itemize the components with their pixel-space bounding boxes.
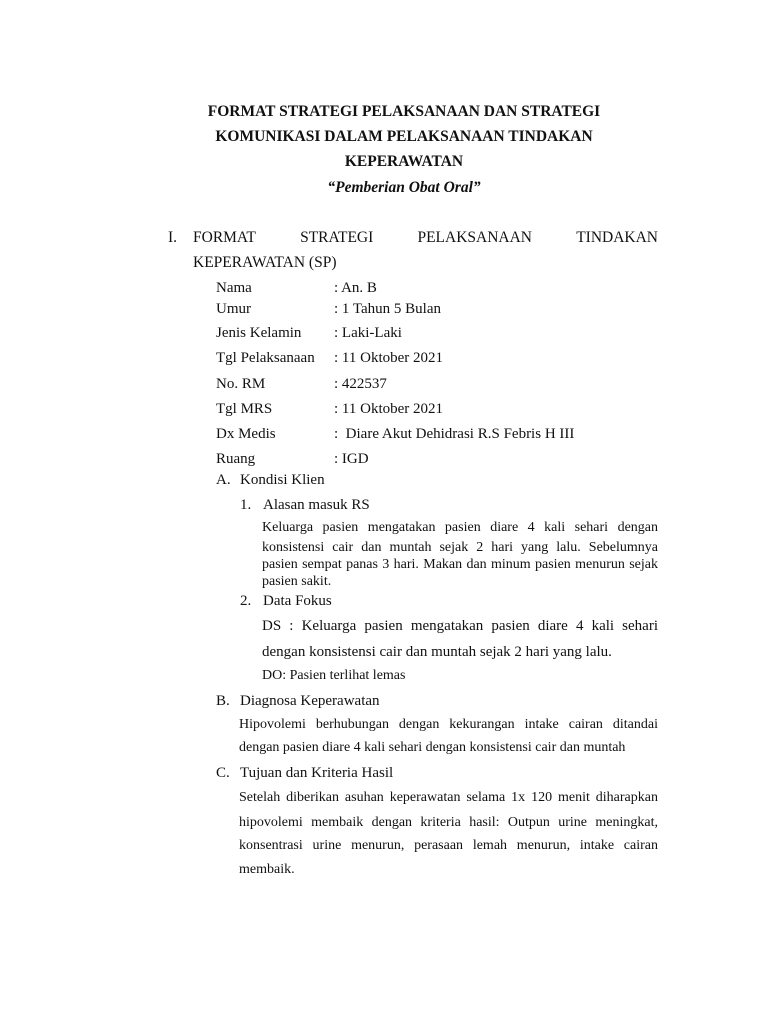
identity-value: : An. B: [334, 280, 377, 296]
tujuan-line-2: hipovolemi membaik dengan kriteria hasil: Outpun urine meningkat,: [239, 815, 658, 830]
identity-label: Tgl MRS: [216, 401, 273, 417]
identity-label: Ruang: [216, 451, 256, 467]
identity-label: Dx Medis: [216, 426, 276, 442]
identity-value: : 11 Oktober 2021: [334, 350, 444, 366]
identity-row-umur: [216, 301, 441, 318]
identity-row-dx-medis: [216, 426, 574, 443]
data-fokus-do-line: DO: Pasien terlihat lemas: [262, 668, 406, 683]
identity-value: : Diare Akut Dehidrasi R.S Febris H III: [334, 426, 575, 442]
section-1-word-4: TINDAKAN: [576, 229, 658, 246]
identity-row-no-rm: [216, 376, 387, 393]
section-1-heading-line-1: [193, 229, 658, 247]
identity-row-ruang: [216, 451, 369, 468]
item-1-line-4: pasien sakit.: [262, 574, 332, 589]
diagnosa-line-2: dengan pasien diare 4 kali sehari dengan konsistensi cair dan muntah: [239, 740, 626, 755]
item-2-heading: Data Fokus: [263, 593, 332, 609]
data-fokus-ds-line-2: dengan konsistensi cair dan muntah sejak 2 hari yang lalu.: [262, 644, 612, 660]
item-1-number: 1.: [240, 497, 252, 513]
identity-value: : IGD: [334, 451, 369, 467]
identity-row-tgl-pelaksanaan: [216, 350, 443, 367]
doc-title-line-1: FORMAT STRATEGI PELAKSANAAN DAN STRATEGI: [207, 103, 601, 120]
identity-value: : Laki-Laki: [334, 325, 402, 341]
doc-title-line-2: KOMUNIKASI DALAM PELAKSANAAN TINDAKAN: [215, 128, 593, 145]
section-1-number: I.: [168, 229, 178, 246]
section-c-heading: Tujuan dan Kriteria Hasil: [240, 765, 394, 781]
data-fokus-ds-line-1: DS : Keluarga pasien mengatakan pasien diare 4 kali sehari: [262, 618, 658, 634]
doc-subtitle: “Pemberian Obat Oral”: [327, 179, 481, 196]
identity-row-nama: [216, 280, 377, 297]
section-a-letter: A.: [216, 472, 231, 488]
section-b-heading: Diagnosa Keperawatan: [240, 693, 380, 709]
identity-label: Umur: [216, 301, 251, 317]
identity-value: : 11 Oktober 2021: [334, 401, 444, 417]
section-c-letter: C.: [216, 765, 230, 781]
identity-label: No. RM: [216, 376, 266, 392]
identity-label: Tgl Pelaksanaan: [216, 350, 315, 366]
section-b-letter: B.: [216, 693, 230, 709]
section-1-word-1: FORMAT: [193, 229, 256, 246]
identity-row-jenis-kelamin: [216, 325, 402, 342]
item-1-line-1: Keluarga pasien mengatakan pasien diare 4 kali sehari dengan: [262, 520, 658, 535]
identity-label: Nama: [216, 280, 252, 296]
identity-value: : 422537: [334, 376, 387, 392]
diagnosa-line-1: Hipovolemi berhubungan dengan kekurangan intake cairan ditandai: [239, 717, 658, 732]
identity-row-tgl-mrs: [216, 401, 443, 418]
tujuan-line-3: konsentrasi urine menurun, perasaan lemah menurun, intake cairan: [239, 838, 658, 853]
identity-label: Jenis Kelamin: [216, 325, 302, 341]
tujuan-line-4: membaik.: [239, 862, 295, 877]
item-1-line-2: konsistensi cair dan muntah sejak 2 hari yang lalu. Sebelumnya: [262, 540, 658, 555]
section-a-heading: Kondisi Klien: [240, 472, 325, 488]
item-1-line-3: pasien sempat panas 3 hari. Makan dan minum pasien menurun sejak: [262, 557, 658, 572]
tujuan-line-1: Setelah diberikan asuhan keperawatan selama 1x 120 menit diharapkan: [239, 790, 658, 805]
item-1-heading: Alasan masuk RS: [263, 497, 370, 513]
section-1-heading-line-2: KEPERAWATAN (SP): [193, 254, 337, 271]
doc-title-line-3: KEPERAWATAN: [344, 153, 464, 170]
identity-value: : 1 Tahun 5 Bulan: [334, 301, 441, 317]
section-1-word-2: STRATEGI: [300, 229, 374, 246]
item-2-number: 2.: [240, 593, 252, 609]
section-1-word-3: PELAKSANAAN: [417, 229, 533, 246]
